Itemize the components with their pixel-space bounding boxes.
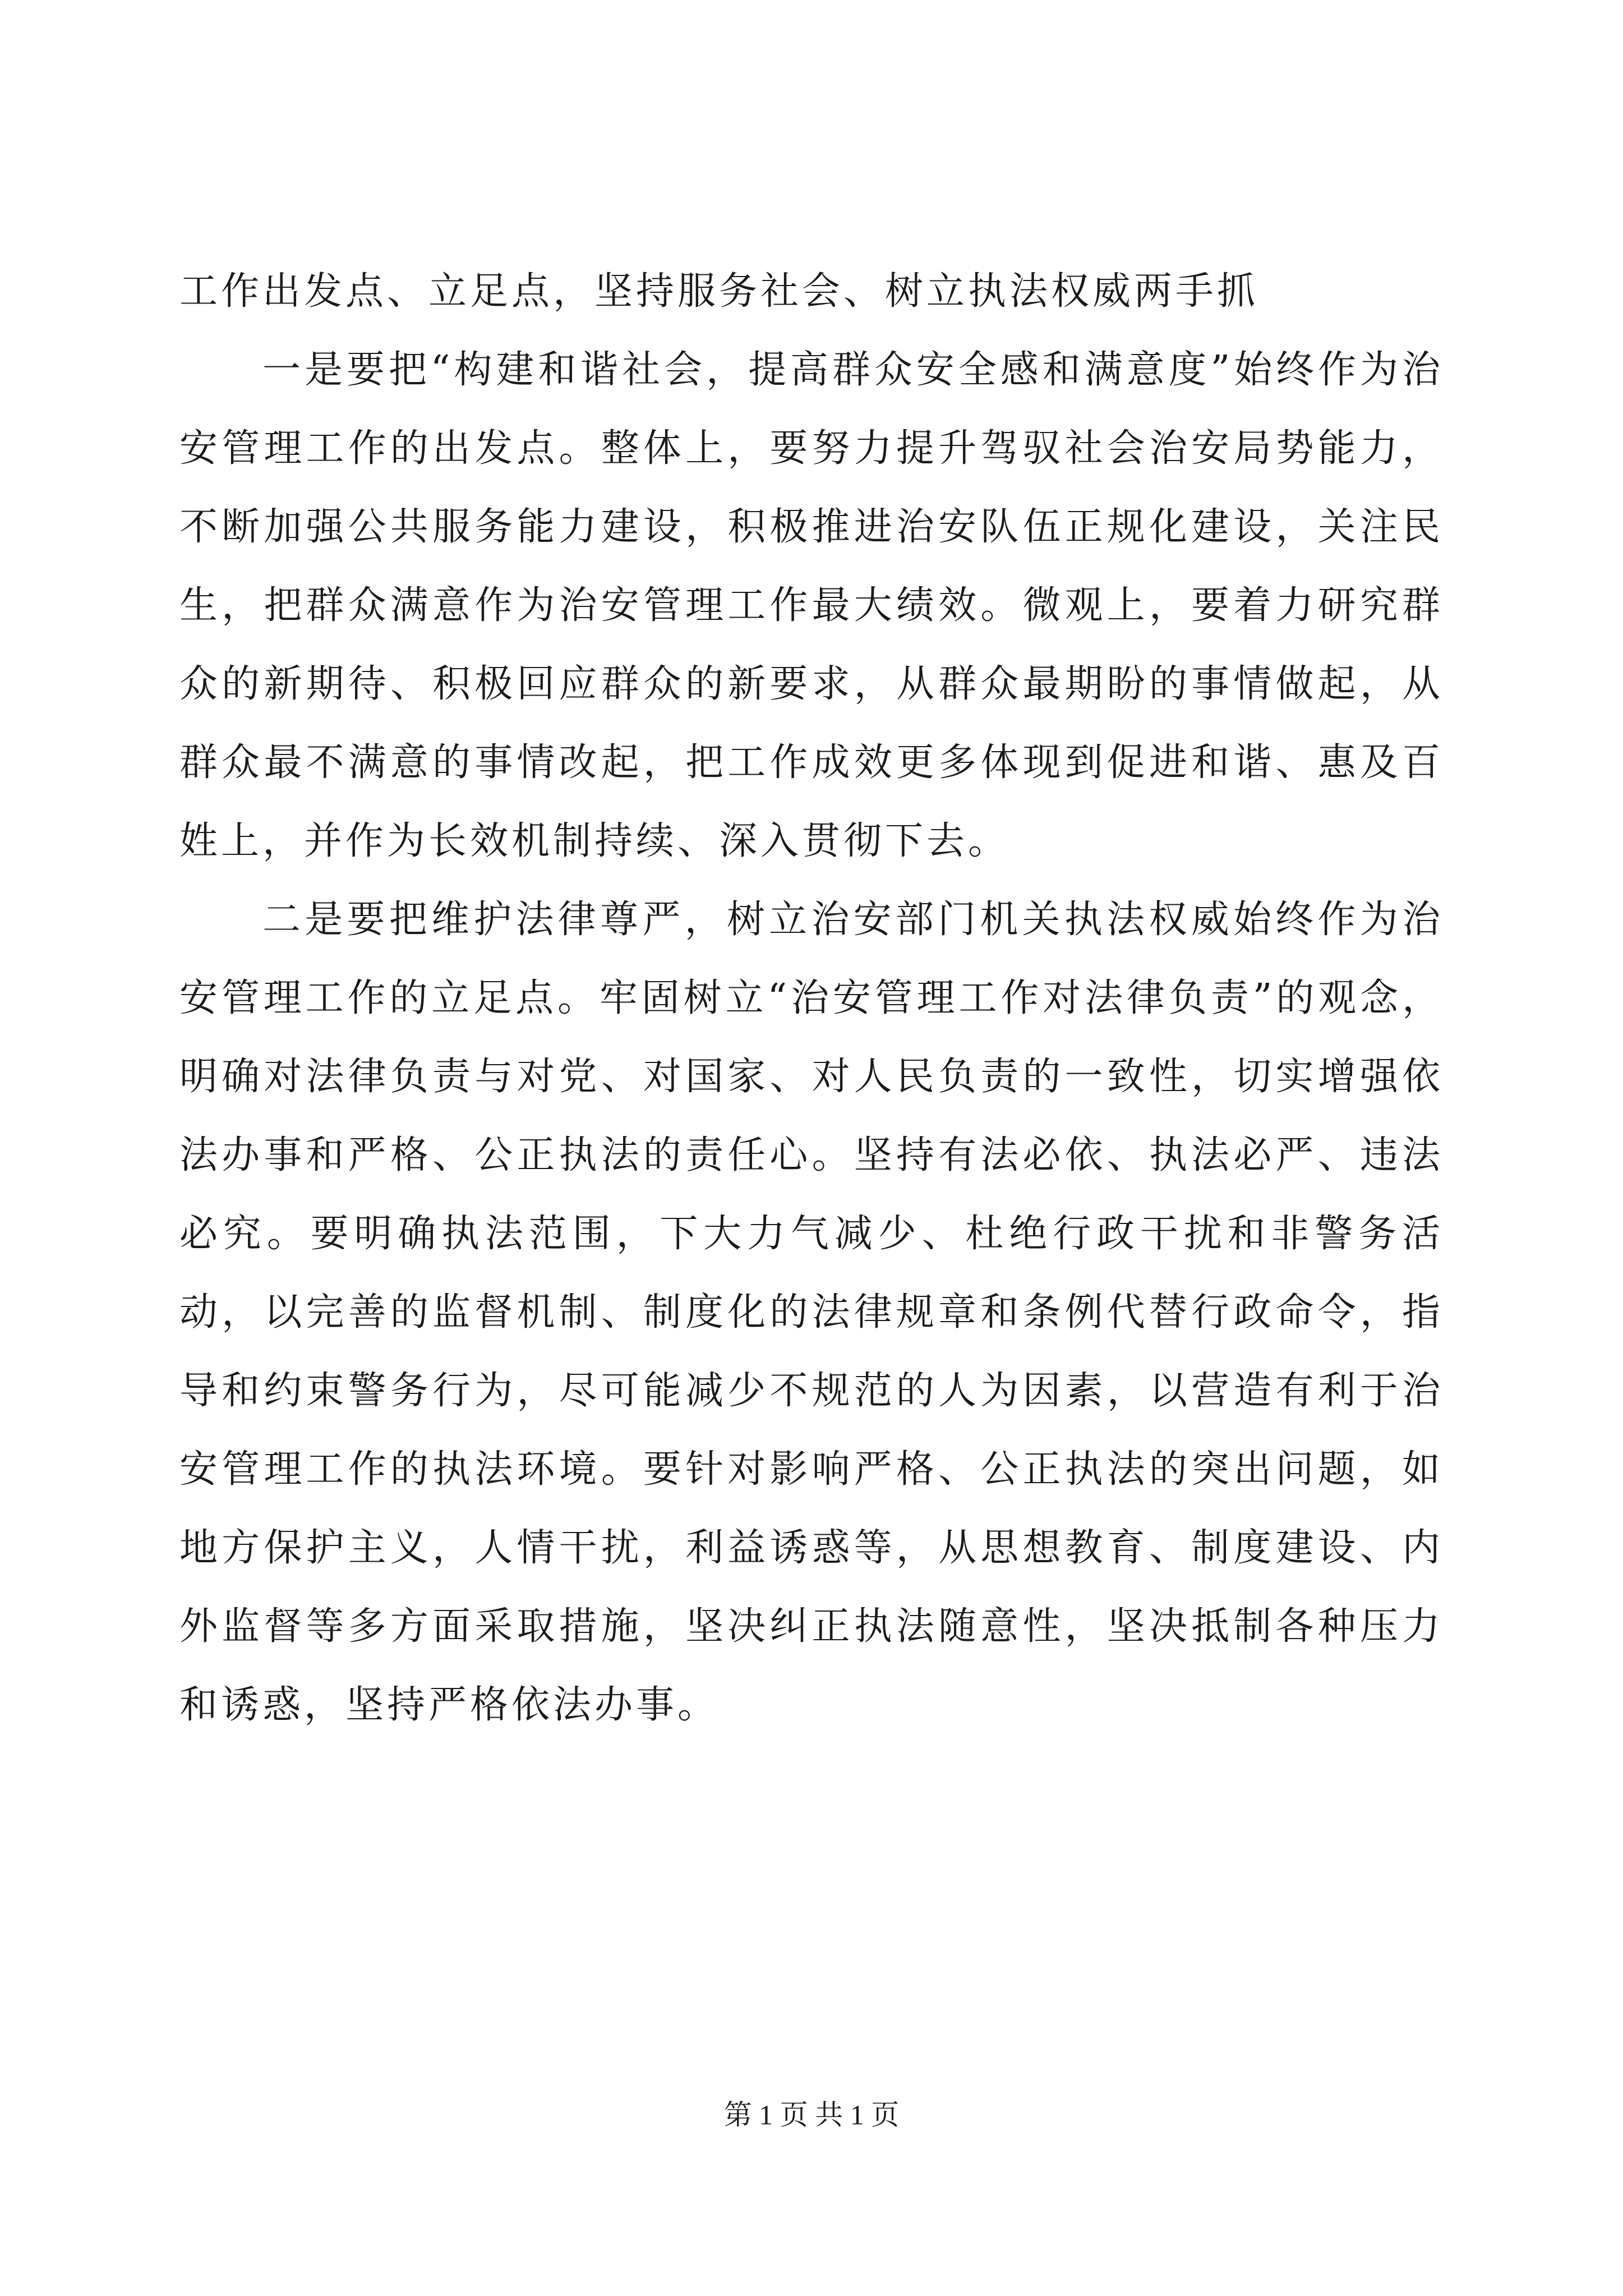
page-number-footer: 第 1 页 共 1 页	[723, 2099, 900, 2131]
paragraph-1: 一是要把“构建和谐社会，提高群众安全感和满意度”始终作为治安管理工作的出发点。整体上，要努力提升驾驭社会治安局势能力，不断加强公共服务能力建设，积极推进治安队伍正规化建设，关注民生，把群众满意作为治安管理工作最大绩效。微观上，要着力研究群众的新期待、积极回应群众的新要求，从群众最期盼的事情做起，从群众最不满意的事情改起，把工作成效更多体现到促进和谐、惠及百姓上，并作为长效机制持续、深入贯彻下去。	[179, 348, 1444, 863]
paragraph-continued: 工作出发点、立足点，坚持服务社会、树立执法权威两手抓	[179, 269, 1259, 314]
document-body	[179, 252, 1444, 1745]
paragraph-2: 二是要把维护法律尊严，树立治安部门机关执法权威始终作为治安管理工作的立足点。牢固树立“治安管理工作对法律负责”的观念，明确对法律负责与对党、对国家、对人民负责的一致性，切实增强依法办事和严格、公正执法的责任心。坚持有法必依、执法必严、违法必究。要明确执法范围，下大力气减少、杜绝行政干扰和非警务活动，以完善的监督机制、制度化的法律规章和条例代替行政命令，指导和约束警务行为，尽可能减少不规范的人为因素，以营造有利于治安管理工作的执法环境。要针对影响严格、公正执法的突出问题，如地方保护主义，人情干扰，利益诱惑等，从思想教育、制度建设、内外监督等多方面采取措施，坚决纠正执法随意性，坚决抵制各种压力和诱惑，坚持严格依法办事。	[179, 898, 1444, 1727]
